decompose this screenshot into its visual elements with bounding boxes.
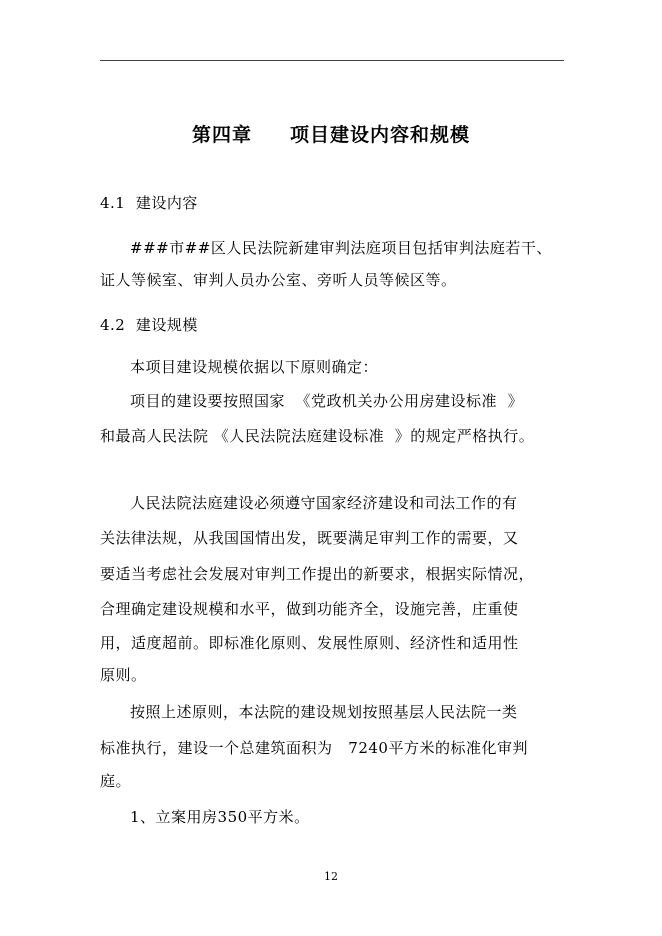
header-rule	[100, 60, 564, 61]
page-number: 12	[324, 870, 338, 883]
paragraph-line: 合理确定建设规模和水平，做到功能齐全，设施完善，庄重使	[100, 600, 519, 618]
paragraph-line: 要适当考虑社会发展对审判工作提出的新要求，根据实际情况，	[100, 565, 535, 583]
paragraph-line: 庭。	[100, 772, 132, 790]
chapter-title	[0, 120, 662, 147]
paragraph-line: 证人等候室、审判人员办公室、旁听人员等候区等。	[100, 271, 457, 289]
paragraph-line: ###市##区人民法院新建审判法庭项目包括审判法庭若干、	[130, 239, 552, 257]
list-item: 1、立案用房350平方米。	[130, 808, 310, 826]
paragraph-line: 标准执行，建设一个总建筑面积为 7240平方米的标准化审判	[100, 739, 528, 757]
section-heading-4-1: 4.1 建设内容	[100, 194, 198, 212]
paragraph-line: 用，适度超前。即标准化原则、发展性原则、经济性和适用性	[100, 634, 519, 652]
paragraph-line: 本项目建设规模依据以下原则确定：	[130, 358, 379, 376]
paragraph-line: 按照上述原则，本法院的建设规划按照基层人民法院一类	[130, 703, 518, 721]
section-heading-4-2: 4.2 建设规模	[100, 316, 198, 334]
paragraph-line: 项目的建设要按照国家 《党政机关办公用房建设标准 》	[130, 392, 524, 410]
chapter-number: 第四章	[191, 124, 252, 146]
paragraph-line: 人民法院法庭建设必须遵守国家经济建设和司法工作的有	[130, 494, 518, 512]
chapter-heading: 项目建设内容和规模	[290, 124, 471, 146]
paragraph-line: 原则。	[100, 666, 147, 684]
paragraph-line: 和最高人民法院 《人民法院法庭建设标准 》的规定严格执行。	[100, 427, 535, 445]
paragraph-line: 关法律法规，从我国国情出发，既要满足审判工作的需要，又	[100, 529, 519, 547]
